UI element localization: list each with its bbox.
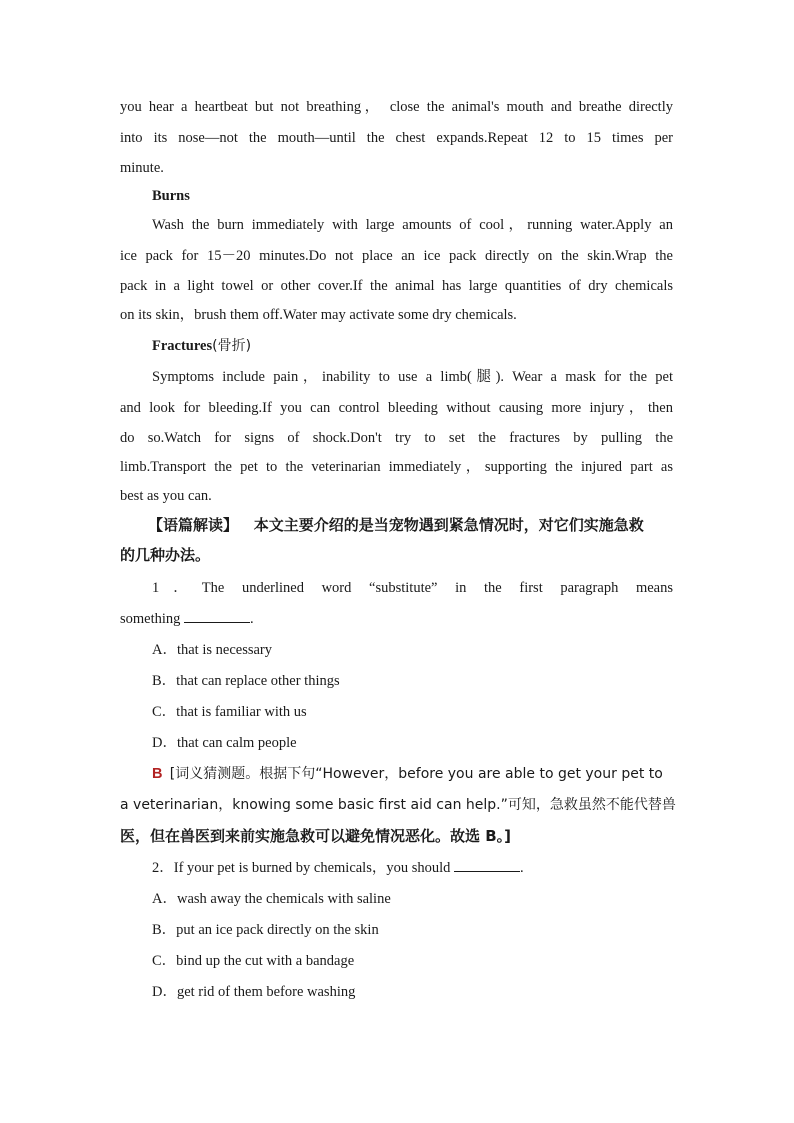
question-2-stem: 2．If your pet is burned by chemicals，you should .: [152, 860, 524, 876]
section-heading-burns: Burns: [152, 188, 190, 204]
answer-explanation-continued: a veterinarian，knowing some basic first aid can help.”可知，急救虽然不能代替兽: [120, 797, 676, 813]
section-heading-fractures: [152, 336, 673, 356]
answer-explanation: [词义猜测题。根据下句“However，before you are able to get your pet to: [169, 766, 663, 782]
summary-text: 本文主要介绍的是当宠物遇到紧急情况时，对它们实施急救: [253, 516, 644, 534]
question-1-option-b: B．that can replace other things: [152, 673, 340, 689]
passage-line: into its nose—not the mouth—until the chest expands.Repeat 12 to 15 times per: [120, 130, 673, 146]
question-1-stem-continued: something .: [120, 611, 254, 627]
passage-line: do so.Watch for signs of shock.Don't try to set the fractures by pulling the: [120, 430, 673, 446]
answer-letter: B: [152, 766, 163, 782]
passage-summary: [148, 515, 673, 535]
summary-text-continued: 的几种办法。: [120, 546, 211, 564]
answer-blank: [184, 610, 250, 623]
question-1-option-a: A．that is necessary: [152, 642, 272, 658]
question-2-option-a: A．wash away the chemicals with saline: [152, 891, 391, 907]
passage-line: minute.: [120, 160, 164, 176]
question-1-option-c: C．that is familiar with us: [152, 704, 307, 720]
question-1-answer: [152, 764, 673, 784]
passage-line: and look for bleeding.If you can control bleeding without causing more injury，then: [120, 400, 673, 416]
passage-line: Wash the burn immediately with large amounts of cool，running water.Apply an: [152, 217, 673, 233]
question-2-option-c: C．bind up the cut with a bandage: [152, 953, 355, 969]
passage-line: best as you can.: [120, 488, 212, 504]
passage-line: limb.Transport the pet to the veterinarian immediately，supporting the injured part as: [120, 459, 673, 475]
answer-explanation-continued: 医，但在兽医到来前实施急救可以避免情况恶化。故选 B。]: [120, 827, 512, 845]
fractures-heading-en: Fractures: [152, 338, 213, 354]
passage-line: pack in a light towel or other cover.If the animal has large quantities of dry chemicals: [120, 278, 673, 294]
answer-blank: [454, 859, 520, 872]
question-2-option-d: D．get rid of them before washing: [152, 984, 356, 1000]
question-2-option-b: B．put an ice pack directly on the skin: [152, 922, 379, 938]
passage-line: you hear a heartbeat but not breathing， close the animal's mouth and breathe directly: [120, 99, 673, 115]
fractures-heading-cn: (骨折): [212, 338, 252, 354]
passage-line: on its skin，brush them off.Water may activate some dry chemicals.: [120, 307, 517, 323]
passage-line: ice pack for 15－20 minutes.Do not place an ice pack directly on the skin.Wrap the: [120, 248, 673, 264]
summary-label: 【语篇解读】: [148, 516, 239, 534]
question-1-stem: 1．The underlined word “substitute” in the first paragraph means: [152, 580, 673, 596]
question-1-option-d: D．that can calm people: [152, 735, 297, 751]
passage-line: Symptoms include pain，inability to use a limb(腿). Wear a mask for the pet: [152, 369, 673, 385]
